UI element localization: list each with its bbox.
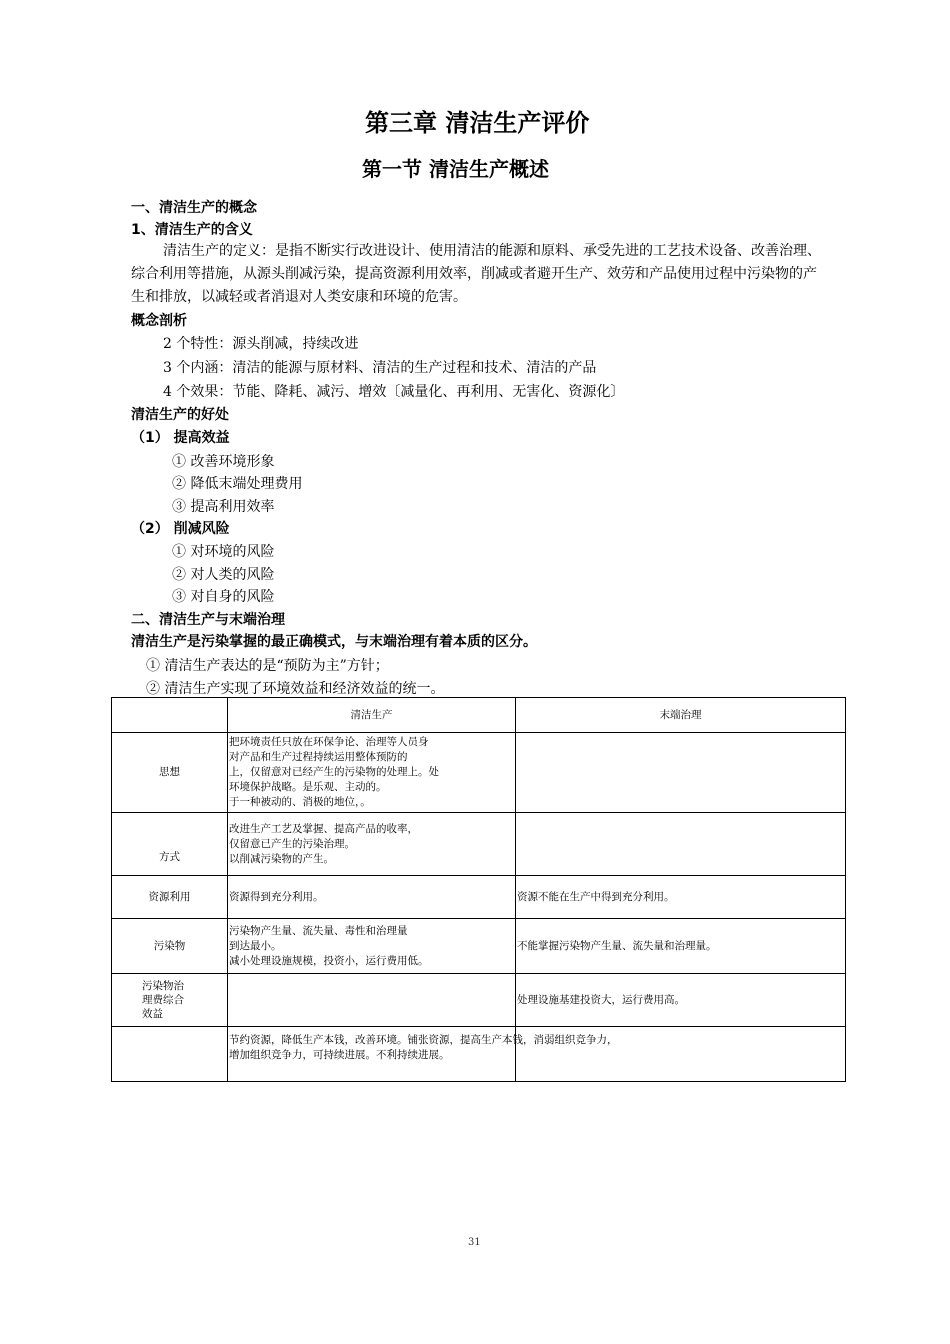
heading-benefits: 清洁生产的好处 [131,407,229,423]
row-label: 方式 [112,813,228,876]
table-row [112,813,846,876]
table-row [112,1027,846,1082]
concept-item: 2 个特性：源头削减，持续改进 [163,336,359,352]
row-label: 资源利用 [112,876,228,919]
end-treatment-cell: 不能掌握污染物产生量、流失量和治理量。 [516,919,846,974]
heading-vs-end-treatment: 二、清洁生产与末端治理 [131,612,285,628]
end-treatment-cell: 处理设施基建投资大，运行费用高。 [516,974,846,1027]
table-row [112,876,846,919]
definition-paragraph: 清洁生产的定义：是指不断实行改进设计、使用清洁的能源和原料、承受先进的工艺技术设备、改善治理、综合利用等措施，从源头削减污染，提高资源利用效率，削减或者避开生产、效劳和产品使用过程中污染物的产生和排放，以减轻或者消退对人类安康和环境的危害。 [131,243,821,305]
table-row [112,919,846,974]
comparison-table [111,697,846,1082]
row-label [112,1027,228,1082]
chapter-title: 第三章 清洁生产评价 [365,109,590,137]
point-item: ② 清洁生产实现了环境效益和经济效益的统一。 [146,681,445,697]
statement: 清洁生产是污染掌握的最正确模式，与末端治理有着本质的区分。 [131,634,537,650]
page-number: 31 [468,1237,481,1248]
heading-concept: 一、清洁生产的概念 [131,200,257,216]
end-treatment-cell: 资源不能在生产中得到充分利用。 [516,876,846,919]
benefit-item: ① 改善环境形象 [172,454,275,470]
clean-production-cell: 污染物产生量、流失量、毒性和治理量 到达最小。 减小处理设施规模，投资小，运行费用低。 [228,919,516,974]
clean-production-cell: 节约资源，降低生产本钱，改善环境。铺张资源，提高生产本钱，消弱组织竞争力， 增加组织竞争力，可持续进展。不利持续进展。 [228,1027,516,1082]
header-cell: 末端治理 [516,698,846,733]
table-row [112,974,846,1027]
clean-production-cell [228,974,516,1027]
header-cell: 清洁生产 [228,698,516,733]
end-treatment-cell [516,813,846,876]
risk-item: ② 对人类的风险 [172,567,275,583]
heading-benefit-1: （1） 提高效益 [131,430,230,446]
clean-production-cell: 资源得到充分利用。 [228,876,516,919]
end-treatment-cell [516,733,846,813]
point-item: ① 清洁生产表达的是“预防为主”方针； [146,658,389,674]
clean-production-cell: 改进生产工艺及掌握、提高产品的收率， 仅留意已产生的污染治理。 以削减污染物的产生。 [228,813,516,876]
row-label: 思想 [112,733,228,813]
risk-item: ③ 对自身的风险 [172,589,275,605]
heading-benefit-2: （2） 削减风险 [131,521,230,537]
risk-item: ① 对环境的风险 [172,544,275,560]
benefit-item: ③ 提高利用效率 [172,499,275,515]
concept-item: 3 个内涵：清洁的能源与原材料、清洁的生产过程和技术、清洁的产品 [163,360,597,376]
table-row [112,733,846,813]
header-cell [112,698,228,733]
row-label: 污染物治 理费综合 效益 [112,974,228,1027]
benefit-item: ② 降低末端处理费用 [172,476,303,492]
clean-production-cell: 把环境责任只放在环保争论、治理等人员身 对产品和生产过程持续运用整体预防的 上，仅留意对已经产生的污染物的处理上。处 环境保护战略。是乐观、主动的。 于一种被动的、消极的地位，。 [228,733,516,813]
section-title: 第一节 清洁生产概述 [362,157,549,181]
table-header-row [112,698,846,733]
heading-meaning: 1、清洁生产的含义 [131,222,253,238]
row-label: 污染物 [112,919,228,974]
heading-concept-analysis: 概念剖析 [131,313,187,329]
concept-item: 4 个效果：节能、降耗、减污、增效〔减量化、再利用、无害化、资源化〕 [163,384,625,400]
